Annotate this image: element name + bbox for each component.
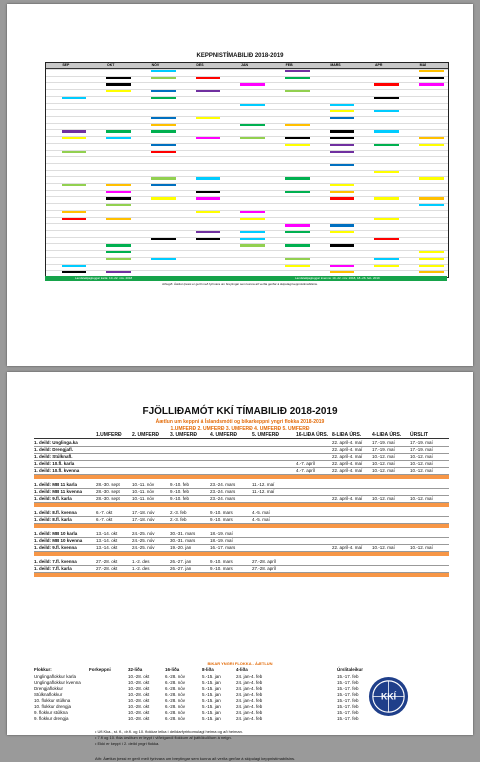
row-cell: 22. apríl-4. maí [332,447,363,452]
bikar-cell: Unglingaflokkur karla [34,674,77,679]
row-cell: 1.-2. des [132,566,150,571]
row-cell: 10.-12. maí [410,496,433,501]
row-cell: 11.-12. maí [252,489,275,494]
calendar-row-line [46,243,448,244]
row-cell: 6.-7. okt [96,510,113,515]
subtitle [7,419,473,433]
row-label: 1. deild: MB 10 karla [34,531,78,536]
notes-list [95,729,243,747]
column-header: 3. UMFERÐ [170,432,197,438]
calendar-row-line [46,69,448,70]
row-cell: 22. apríl-4. maí [332,440,363,445]
bikar-cell: 5.-15. jan [202,698,221,703]
row-cell: 30.-31. mars [170,531,196,536]
footnote: Ath: Áætlun þessi er gerð með fyrirvara um breytingar sem kunna að verða gerðar á skipulagi keppnistímabilsins. [95,756,296,761]
row-cell: 10.-11. nóv [132,489,155,494]
calendar-row-line [46,270,448,271]
calendar-row-line [46,123,448,124]
note-item: • Ekki er keppt í 2. deild yngri flokka. [95,741,160,746]
row-cell: 27.-28. okt [96,566,118,571]
month-label: DES [196,63,204,67]
bikar-cell: 6.-28. nóv [165,698,186,703]
bikar-cell: 10.-28. okt [128,686,150,691]
row-cell: 23.-24. mars [210,482,236,487]
row-cell: 10.-12. maí [410,461,433,466]
row-cell: 10.-12. maí [372,454,395,459]
bikar-cell: 10.-28. okt [128,680,150,685]
bikar-cell: Drengjaflokkur [34,686,64,691]
row-cell: 2.-3. feb [170,510,187,515]
row-cell: 27.-28. apríl [252,559,277,564]
row-cell: 27.-28. apríl [252,566,277,571]
row-cell: 1.-2. des [132,559,150,564]
column-header: 5. UMFERÐ [252,432,279,438]
bikar-header: Úrslitaleikur [337,667,364,672]
row-cell: 9.-10. feb [170,496,190,501]
month-label: APR [375,63,383,67]
note-item: • 7.fl og 10. flda úrslitum er leypt í viðeigandi flokkum af þáttökuliðum á neign. [95,735,232,740]
calendar-row-line [46,82,448,83]
bikar-cell: 6.-28. nóv [165,692,186,697]
group-separator [34,503,449,507]
row-cell: 17.-18. nóv [132,517,155,522]
column-header: ÚRSLIT [410,432,429,438]
calendar-row-line [46,217,448,218]
subtitle-1: Áætlun um keppni á Íslandsmóti og bikarkeppni yngri flokka 2018-2019 [155,419,325,425]
row-cell: 22. apríl-4. maí [332,545,363,550]
calendar-row-line [46,156,448,157]
month-label: MARS [330,63,341,67]
bikar-cell: 24. jan-4. feb [236,692,263,697]
row-cell: 17.-19. maí [410,440,433,445]
month-label: JAN [241,63,249,67]
row-label: 1. deild: MB 11 kvenna [34,489,83,494]
bikar-cell: 10.-28. okt [128,716,150,721]
row-cell: 9.-10. mars [210,566,233,571]
bikar-cell: 10.-28. okt [128,698,150,703]
bikar-cell: 5.-15. jan [202,692,221,697]
row-label: 1. deild: 10.fl. karla [34,461,75,466]
row-cell: 23.-24. mars [210,496,236,501]
calendar-row-line [46,150,448,151]
row-cell: 27.-28. okt [96,559,118,564]
row-cell: 10.-12. maí [372,461,395,466]
bikar-cell: 10. flokkur stúlkna [34,698,71,703]
bikar-cell: 6.-28. nóv [165,716,186,721]
bikar-header: 8-liða [202,667,214,672]
bikar-cell: 6.-28. nóv [165,710,186,715]
season-calendar [45,62,449,278]
row-label: 1. deild: MB 10 kvenna [34,538,83,543]
row-cell: 13.-14. okt [96,538,118,543]
row-label: 1. deild: Drengjafl. [34,447,74,452]
bikar-cell: 15.-17. feb [337,704,359,709]
row-cell: 11.-12. maí [252,482,275,487]
bikar-cell: 24. jan-4. feb [236,704,263,709]
calendar-row-line [46,163,448,164]
calendar-row-line [46,230,448,231]
calendar-row-line [46,257,448,258]
row-cell: 18.-19. maí [210,531,233,536]
group-separator [34,573,449,577]
bikar-cell: 15.-17. feb [337,710,359,715]
calendar-row-line [46,196,448,197]
bikar-cell: 5.-15. jan [202,704,221,709]
row-cell: 4.-7. apríl [296,461,316,466]
bikar-cell: Unglingaflokkur kvenna [34,680,81,685]
row-label: 1. deild: 7.fl. kvenna [34,559,77,564]
row-cell: 22. apríl-4. maí [332,496,363,501]
header-line [34,438,449,439]
row-label: 1. deild: Unglinga.ka [34,440,78,445]
row-cell: 19.-20. jan [170,545,192,550]
bikar-cell: 24. jan-4. feb [236,680,263,685]
row-label: 1. deild: 7.fl. karla [34,566,72,571]
calendar-row-line [46,250,448,251]
calendar-row-line [46,237,448,238]
calendar-row-line [46,103,448,104]
row-cell: 30.-31. mars [170,538,196,543]
row-cell: 10.-12. maí [372,468,395,473]
row-label: 1. deild: 8.fl. kvenna [34,510,77,515]
bikar-cell: 10.-28. okt [128,674,150,679]
row-cell: 17.-19. maí [372,440,395,445]
page-1 [7,4,473,366]
bikar-cell: 5.-15. jan [202,686,221,691]
logo-text: KKÍ [380,691,397,702]
row-cell: 9.-10. feb [170,489,190,494]
calendar-row-line [46,96,448,97]
row-cell: 9.-10. feb [170,482,190,487]
bikar-title: BIKAR YNGRI FLOKKA - ÁÆTLUN [207,661,273,666]
footer-right: Landsleikjagluggar kvenna: 10.-22. nóv. 2018, 18.-26. feb. 2019 [295,276,380,280]
bikar-cell: 5.-15. jan [202,680,221,685]
month-label: SEP [62,63,70,67]
bikar-header: 4-liða [236,667,248,672]
bikar-cell: 15.-17. feb [337,698,359,703]
calendar-row-line [46,129,448,130]
row-cell: 10.-11. nóv [132,496,155,501]
month-label: FEB [285,63,293,67]
bikar-header: 32-liða [128,667,143,672]
row-cell: 26.-27. jan [170,566,192,571]
column-header: 16-LIÐA ÚRS. [296,432,329,438]
calendar-row-line [46,210,448,211]
row-cell: 4.-5. maí [252,517,270,522]
month-label: OKT [107,63,115,67]
row-cell: 10.-12. maí [372,545,395,550]
row-cell: 16.-17. mars [210,545,236,550]
bikar-cell: 6.-28. nóv [165,680,186,685]
bikar-cell: 24. jan-4. feb [236,698,263,703]
row-cell: 13.-14. okt [96,545,118,550]
calendar-row-line [46,143,448,144]
bikar-header: Flokkur: [34,667,52,672]
bikar-cell: 9. flokkur stúlkna [34,710,68,715]
calendar-row-line [46,170,448,171]
calendar-note: Athugið: Áætlun þessi er gerð með fyrirvara um breytingar sem kunna að verða gerðar á skipulagi keppnistímabilsins. [162,282,318,286]
group-separator [34,552,449,556]
row-cell: 24.-25. nóv [132,538,155,543]
column-header: 4. UMFERÐ [210,432,237,438]
row-cell: 6.-7. okt [96,517,113,522]
row-cell: 17.-19. maí [372,447,395,452]
row-cell: 9.-10. mars [210,517,233,522]
month-label: NÓV [151,63,160,67]
calendar-row-line [46,203,448,204]
page-title: FJÖLLIÐAMÓT KKÍ TÍMABILIÐ 2018-2019 [142,406,338,417]
column-header: 8-LIÐA ÚRS. [332,432,362,438]
bikar-cell: 6.-28. nóv [165,674,186,679]
calendar-row-line [46,109,448,110]
bikar-cell: 24. jan-4. feb [236,674,263,679]
column-header: 1.UMFERÐ [96,432,122,438]
row-cell: 17.-19. maí [410,447,433,452]
bikar-cell: 5.-15. jan [202,710,221,715]
bikar-cell: 5.-15. jan [202,674,221,679]
row-cell: 24.-25. nóv [132,545,155,550]
row-cell: 9.-10. mars [210,510,233,515]
row-cell: 17.-18. nóv [132,510,155,515]
row-cell: 24.-25. nóv [132,531,155,536]
note-item: • Ufl.Kka., st. fl., dr.fl. og 10. flokkar leika í deildarfyrirkomulagi heima og að heiman. [95,729,243,734]
row-cell: 28.-30. sept [96,482,120,487]
column-header: 4-LIÐA ÚRS. [372,432,402,438]
row-cell: 2.-3. feb [170,517,187,522]
row-cell: 10.-12. maí [410,468,433,473]
row-cell: 18.-19. maí [210,538,233,543]
bikar-cell: 24. jan-4. feb [236,686,263,691]
bikar-header: 16-liða [165,667,180,672]
row-cell: 10.-12. maí [410,545,433,550]
month-label: MAÍ [419,63,427,67]
footer-left: Landsleikjagluggar karla: 10.-22. nóv. 2018 [75,276,133,280]
kki-logo-icon [367,675,410,718]
calendar-row-line [46,76,448,77]
row-cell: 28.-30. sept [96,489,120,494]
bikar-cell: 10.-28. okt [128,704,150,709]
bikar-cell: 6.-28. nóv [165,686,186,691]
bikar-cell: 10. flokkur drengja [34,704,72,709]
row-cell: 4.-7. apríl [296,468,316,473]
row-label: 1. deild: 10.fl. kvenna [34,468,80,473]
subtitle-2: 1.UMFERÐ 2. UMFERÐ 3. UMFERÐ 4. UMFERÐ 5. UMFERÐ [170,426,310,432]
bikar-cell: 5.-15. jan [202,716,221,721]
row-cell: 10.-12. maí [372,496,395,501]
column-header: 2. UMFERÐ [132,432,159,438]
calendar-footer [45,276,447,281]
calendar-row-line [46,264,448,265]
row-cell: 10.-12. maí [410,454,433,459]
row-label: 1. deild: MB 11 karla [34,482,78,487]
calendar-row-line [46,136,448,137]
row-cell: 22. apríl-4. maí [332,454,363,459]
row-cell: 28.-30. sept [96,496,120,501]
row-cell: 10.-11. nóv [132,482,155,487]
row-label: 1. deild: 9.fl. karla [34,496,72,501]
row-cell: 22. apríl-4. maí [332,461,363,466]
row-cell: 26.-27. jan [170,559,192,564]
calendar-row-line [46,89,448,90]
row-cell: 4.-5. maí [252,510,270,515]
bikar-cell: 24. jan-4. feb [236,716,263,721]
row-label: 1. deild: 8.fl. karla [34,517,72,522]
calendar-row-line [46,183,448,184]
calendar-row-line [46,190,448,191]
bikar-cell: 15.-17. feb [337,680,359,685]
bikar-cell: Stúlknaflokkur [34,692,63,697]
calendar-row-line [46,116,448,117]
bikar-cell: 15.-17. feb [337,686,359,691]
row-cell: 23.-24. mars [210,489,236,494]
bikar-cell: 10.-28. okt [128,710,150,715]
page-2 [7,372,473,761]
row-label: 1. deild: 9.fl. kvenna [34,545,77,550]
row-cell: 13.-14. okt [96,531,118,536]
row-cell: 9.-10. mars [210,559,233,564]
calendar-title: KEPPNISTÍMABILIÐ 2018-2019 [196,53,284,59]
group-separator [34,475,449,479]
calendar-row-line [46,176,448,177]
bikar-cell: 24. jan-4. feb [236,710,263,715]
bikar-header: Forkeppni [89,667,111,672]
bikar-cell: 10.-28. okt [128,692,150,697]
bikar-cell: 6.-28. nóv [165,704,186,709]
bikar-cell: 15.-17. feb [337,692,359,697]
bikar-cell: 15.-17. feb [337,674,359,679]
row-label: 1. deild: Stúlknafl. [34,454,73,459]
bikar-cell: 15.-17. feb [337,716,359,721]
group-separator [34,524,449,528]
bikar-cell: 9. flokkur drengja [34,716,69,721]
row-cell: 22. apríl-4. maí [332,468,363,473]
calendar-row-line [46,223,448,224]
